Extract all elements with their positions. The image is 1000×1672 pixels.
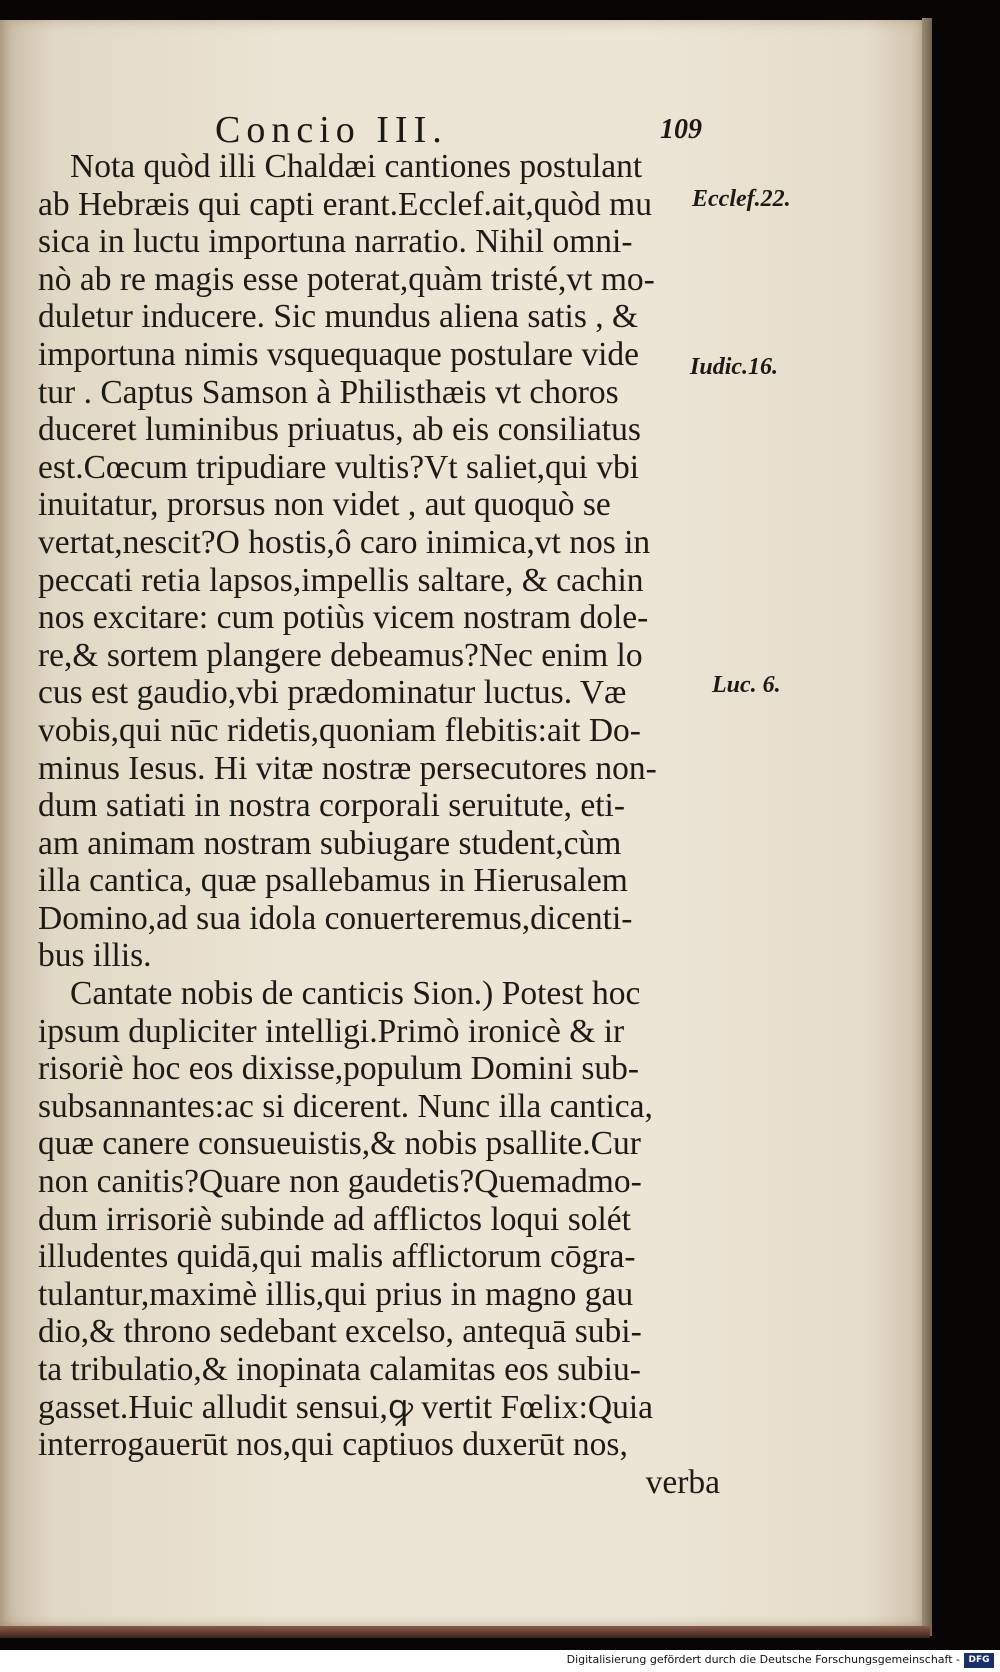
text-line: ab Hebræis qui capti erant.Ecclef.ait,quòd mu bbox=[38, 185, 652, 223]
text-line: duceret luminibus priuatus, ab eis consiliatus bbox=[38, 411, 641, 449]
margin-note-eccles: Ecclef.22. bbox=[692, 186, 791, 212]
text-line: ta tribulatio,& inopinata calamitas eos subiu- bbox=[38, 1351, 641, 1388]
text-line: duletur inducere. Sic mundus aliena satis , & bbox=[38, 298, 639, 336]
margin-note-iudic: Iudic.16. bbox=[690, 354, 779, 380]
text-line: illa cantica, quæ psallebamus in Hierusalem bbox=[38, 862, 628, 900]
text-line: re,& sortem plangere debeamus?Nec enim lo bbox=[38, 636, 643, 674]
text-line: importuna nimis vsquequaque postulare vide bbox=[38, 335, 640, 373]
text-line: illudentes quidā,qui malis afflictorum cōgra- bbox=[38, 1238, 636, 1276]
text-line: ipsum dupliciter intelligi.Primò ironicè & ir bbox=[38, 1012, 625, 1050]
text-line: peccati retia lapsos,impellis saltare, & cachin bbox=[38, 561, 644, 599]
page-edge bbox=[922, 18, 932, 1636]
text-line: gasset.Huic alludit sensui,ꝙ vertit Fœlix:Quia bbox=[38, 1388, 654, 1426]
footer-credit: Digitalisierung gefördert durch die Deutsche Forschungsgemeinschaft - bbox=[566, 1653, 960, 1666]
text-line: dum irrisoriè subinde ad afflictos loqui solét bbox=[38, 1200, 631, 1238]
text-line: est.Cœcum tripudiare vultis?Vt saliet,qui vbi bbox=[38, 448, 640, 486]
text-line: bus illis. bbox=[38, 937, 152, 975]
text-line: vertat,nescit?O hostis,ô caro inimica,vt nos in bbox=[38, 523, 651, 561]
text-line: risoriè hoc eos dixisse,populum Domini sub- bbox=[38, 1050, 640, 1088]
text-line: dum satiati in nostra corporali seruitute, eti- bbox=[38, 787, 626, 825]
text-line: non canitis?Quare non gaudetis?Quemadmo- bbox=[38, 1163, 642, 1201]
text-line: Cantate nobis de canticis Sion.) Potest hoc bbox=[70, 975, 641, 1013]
body-text bbox=[38, 148, 738, 1501]
margin-note-luc: Luc. 6. bbox=[712, 672, 781, 698]
text-line: vobis,qui nūc ridetis,quoniam flebitis:ait Do- bbox=[38, 711, 641, 749]
text-line: minus Iesus. Hi vitæ nostræ persecutores non- bbox=[38, 749, 657, 787]
page-bottom-edge bbox=[0, 1626, 930, 1638]
text-line: cus est gaudio,vbi prædominatur luctus. Væ bbox=[38, 674, 627, 712]
text-line: interrogauerūt nos,qui captiuos duxerūt nos, bbox=[38, 1426, 628, 1464]
text-line: am animam nostram subiugare student,cùm bbox=[38, 824, 622, 862]
text-line: tulantur,maximè illis,qui prius in magno gau bbox=[38, 1275, 634, 1313]
text-line: Nota quòd illi Chaldæi cantiones postulant bbox=[70, 148, 643, 185]
text-line: subsannantes:ac si dicerent. Nunc illa cantica, bbox=[38, 1087, 653, 1125]
text-line: inuitatur, prorsus non videt , aut quoquò se bbox=[38, 486, 611, 524]
text-line: nò ab re magis esse poterat,quàm tristé,vt mo- bbox=[38, 260, 655, 298]
text-line: Domino,ad sua idola conuerteremus,dicenti- bbox=[38, 899, 633, 937]
text-line: dio,& throno sedebant excelso, antequā subi- bbox=[38, 1313, 642, 1351]
text-line: nos excitare: cum potiùs vicem nostram dole- bbox=[38, 599, 649, 637]
dfg-logo: DFG bbox=[964, 1653, 994, 1668]
running-header bbox=[215, 108, 702, 152]
text-line: quæ canere consueuistis,& nobis psallite.Cur bbox=[38, 1125, 641, 1163]
page-number: 109 bbox=[660, 114, 702, 145]
text-line: verba bbox=[645, 1463, 720, 1501]
header-title: Concio III. bbox=[215, 109, 448, 151]
text-line: tur . Captus Samson à Philisthæis vt choros bbox=[38, 373, 619, 411]
footer-bar bbox=[0, 1650, 1000, 1672]
text-line: sica in luctu importuna narratio. Nihil omni- bbox=[38, 223, 633, 261]
